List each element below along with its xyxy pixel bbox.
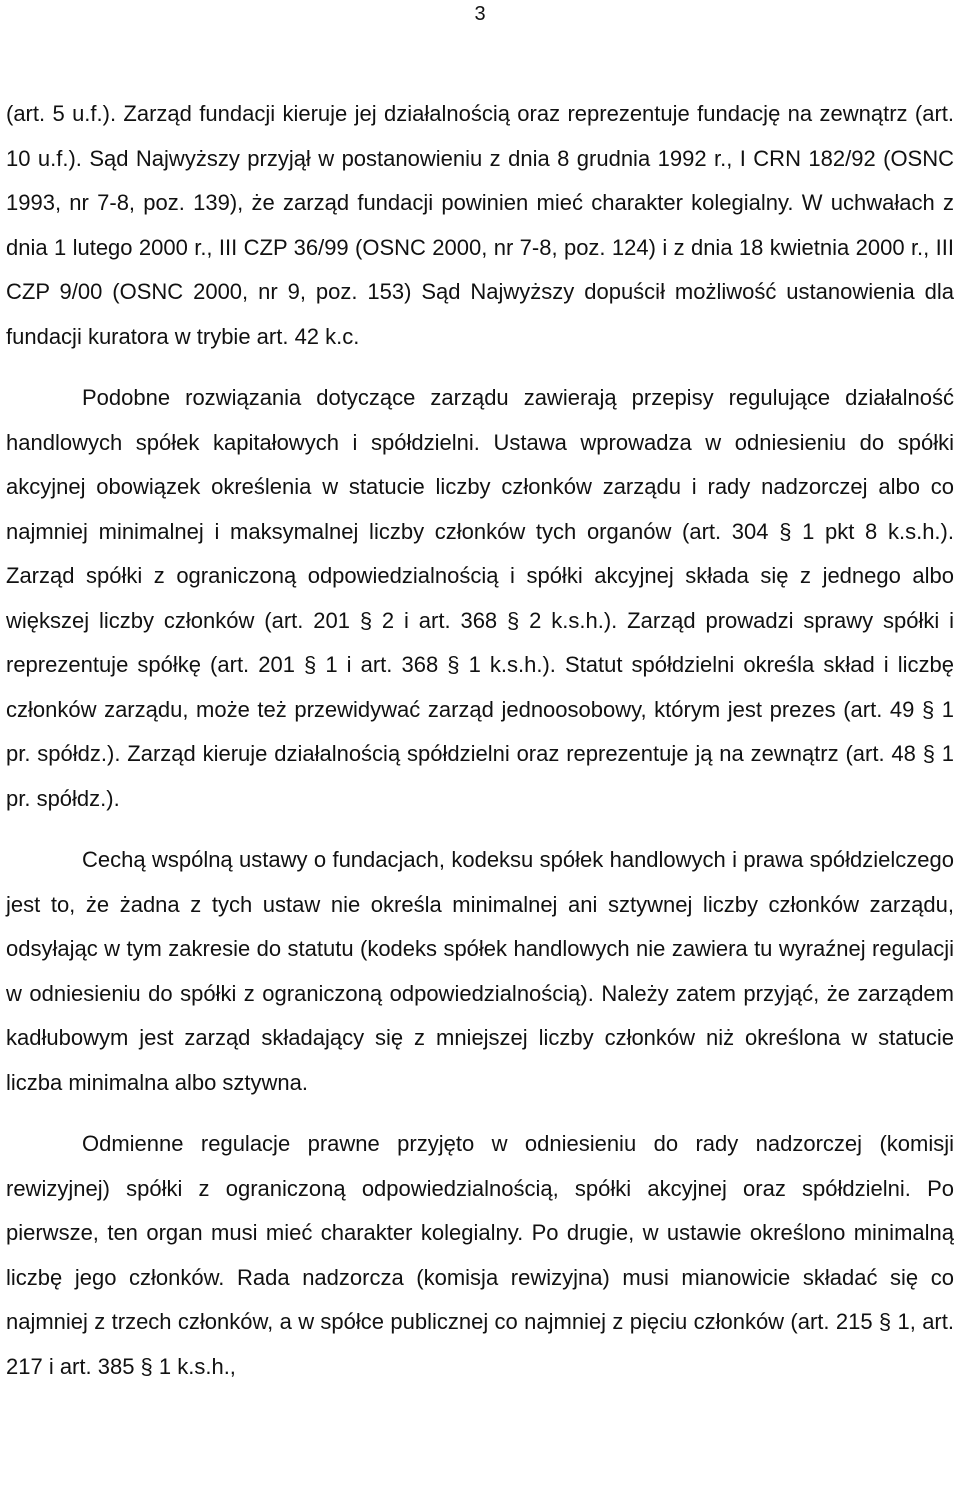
paragraph-1: (art. 5 u.f.). Zarząd fundacji kieruje jej działalnością oraz reprezentuje fundację na zewnątrz (art. 10 u.f.). Sąd Najwyższy przyjął w postanowieniu z dnia 8 grudnia 1992 r., I CRN 182/92 (OSNC 1993, nr 7-8, poz. 139), że zarząd fundacji powinien mieć charakter kolegialny. W uchwałach z dnia 1 lutego 2000 r., III CZP 36/99 (OSNC 2000, nr 7-8, poz. 124) i z dnia 18 kwietnia 2000 r., III CZP 9/00 (OSNC 2000, nr 9, poz. 153) Sąd Najwyższy dopuścił możliwość ustanowienia dla fundacji kuratora w trybie art. 42 k.c.: [6, 101, 954, 349]
page-number: 3: [474, 3, 486, 25]
paragraph-3: Cechą wspólną ustawy o fundacjach, kodeksu spółek handlowych i prawa spółdzielczego jest to, że żadna z tych ustaw nie określa minimalnej ani sztywnej liczby członków zarządu, odsyłając w tym zakresie do statutu (kodeks spółek handlowych nie zawiera tu wyraźnej regulacji w odniesieniu do spółki z ograniczoną odpowiedzialnością). Należy zatem przyjąć, że zarządem kadłubowym jest zarząd składający się z mniejszej liczby członków niż określona w statucie liczba minimalna albo sztywna.: [6, 847, 954, 1095]
paragraph-4: Odmienne regulacje prawne przyjęto w odniesieniu do rady nadzorczej (komisji rewizyjnej) spółki z ograniczoną odpowiedzialnością, spółki akcyjnej oraz spółdzielni. Po pierwsze, ten organ musi mieć charakter kolegialny. Po drugie, w ustawie określono minimalną liczbę jego członków. Rada nadzorcza (komisja rewizyjna) musi mianowicie składać się co najmniej z trzech członków, a w spółce publicznej co najmniej z pięciu członków (art. 215 § 1, art. 217 i art. 385 § 1 k.s.h.,: [6, 1131, 954, 1379]
paragraph-2: Podobne rozwiązania dotyczące zarządu zawierają przepisy regulujące działalność handlowych spółek kapitałowych i spółdzielni. Ustawa wprowadza w odniesieniu do spółki akcyjnej obowiązek określenia w statucie liczby członków zarządu i rady nadzorczej albo co najmniej minimalnej i maksymalnej liczby członków tych organów (art. 304 § 1 pkt 8 k.s.h.). Zarząd spółki z ograniczoną odpowiedzialnością i spółki akcyjnej składa się z jednego albo większej liczby członków (art. 201 § 2 i art. 368 § 2 k.s.h.). Zarząd prowadzi sprawy spółki i reprezentuje spółkę (art. 201 § 1 i art. 368 § 1 k.s.h.). Statut spółdzielni określa skład i liczbę członków zarządu, może też przewidywać zarząd jednoosobowy, którym jest prezes (art. 49 § 1 pr. spółdz.). Zarząd kieruje działalnością spółdzielni oraz reprezentuje ją na zewnątrz (art. 48 § 1 pr. spółdz.).: [6, 385, 954, 811]
document-body: [6, 92, 954, 1389]
